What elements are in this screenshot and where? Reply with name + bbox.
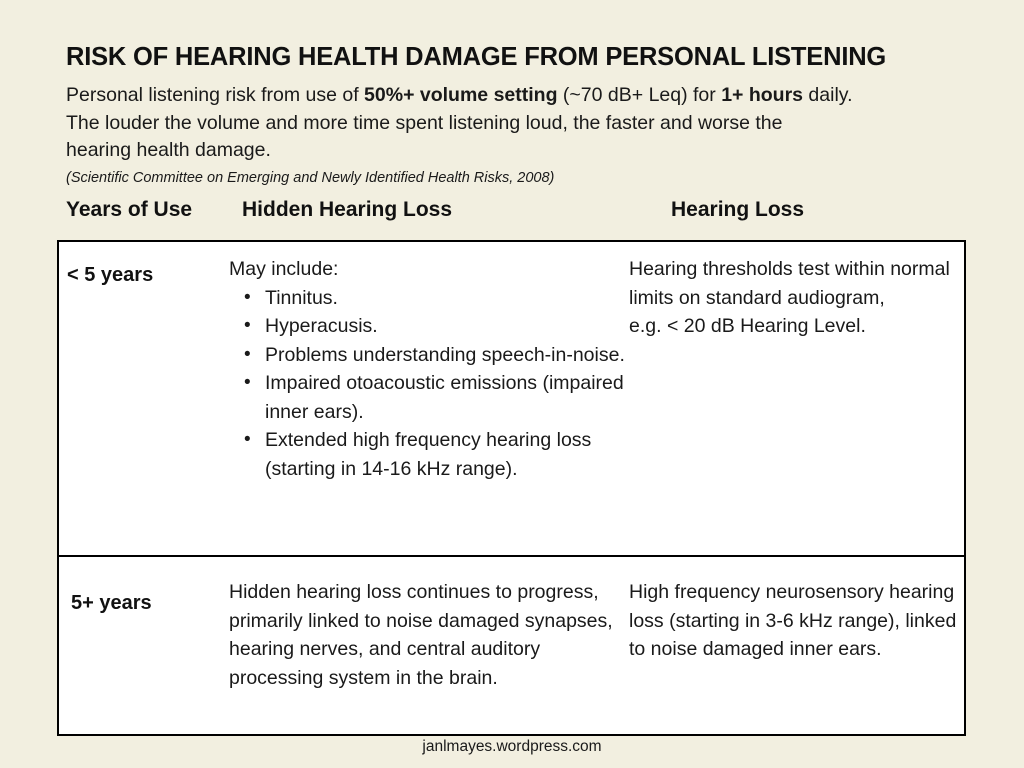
cell-hearing-loss-row2: High frequency neurosensory hearing loss (starting in 3-6 kHz range), linked to noise damaged inner ears. (629, 581, 957, 660)
intro-emphasis-volume: 50%+ volume setting (364, 84, 558, 106)
cell-years-row2: 5+ years (71, 592, 152, 614)
column-headers (0, 198, 1024, 230)
page-title: RISK OF HEARING HEALTH DAMAGE FROM PERSONAL LISTENING (66, 43, 887, 71)
intro-text-c: (~70 dB+ Leq) for (557, 84, 722, 106)
column-header-hearing-loss: Hearing Loss (671, 198, 805, 221)
table-row-under-5-years (59, 242, 964, 557)
cell-hidden-hearing-loss-row1 (229, 255, 629, 483)
intro-text-e: daily. (803, 84, 853, 106)
hearing-loss-row1-line2: e.g. < 20 dB Hearing Level. (629, 315, 866, 337)
intro-emphasis-hours: 1+ hours (721, 84, 804, 106)
list-item: • Extended high frequency hearing loss (starting in 14-16 kHz range). (265, 426, 629, 483)
list-item: • Problems understanding speech-in-noise. (265, 341, 629, 370)
hidden-bullet-list-row1 (229, 284, 629, 484)
list-item: • Hyperacusis. (265, 312, 629, 341)
intro-text-a: Personal listening risk from use of (66, 84, 365, 106)
cell-hidden-hearing-loss-row2: Hidden hearing loss continues to progress, primarily linked to noise damaged synapses, hearing nerves, and central auditory processing system in the brain. (229, 581, 613, 689)
intro-line-2: The louder the volume and more time spent listening loud, the faster and worse the (66, 111, 783, 134)
cell-years-row1: < 5 years (67, 264, 154, 286)
column-header-hidden-hearing-loss: Hidden Hearing Loss (242, 198, 453, 221)
citation-text: (Scientific Committee on Emerging and Newly Identified Health Risks, 2008) (66, 170, 555, 186)
intro-line-1 (66, 82, 976, 110)
risk-table (57, 240, 966, 736)
cell-hearing-loss-row1 (629, 255, 959, 341)
intro-paragraph (66, 82, 976, 165)
list-item: • Impaired otoacoustic emissions (impaired inner ears). (265, 369, 629, 426)
footer-source: janlmayes.wordpress.com (422, 738, 602, 755)
list-item: • Tinnitus. (265, 284, 629, 313)
table-row-5-plus-years (59, 557, 964, 733)
hidden-intro-row1: May include: (229, 258, 339, 280)
column-header-years-of-use: Years of Use (66, 198, 193, 221)
hearing-loss-row1-line1: Hearing thresholds test within normal limits on standard audiogram, (629, 258, 950, 309)
intro-line-3: hearing health damage. (66, 139, 271, 161)
